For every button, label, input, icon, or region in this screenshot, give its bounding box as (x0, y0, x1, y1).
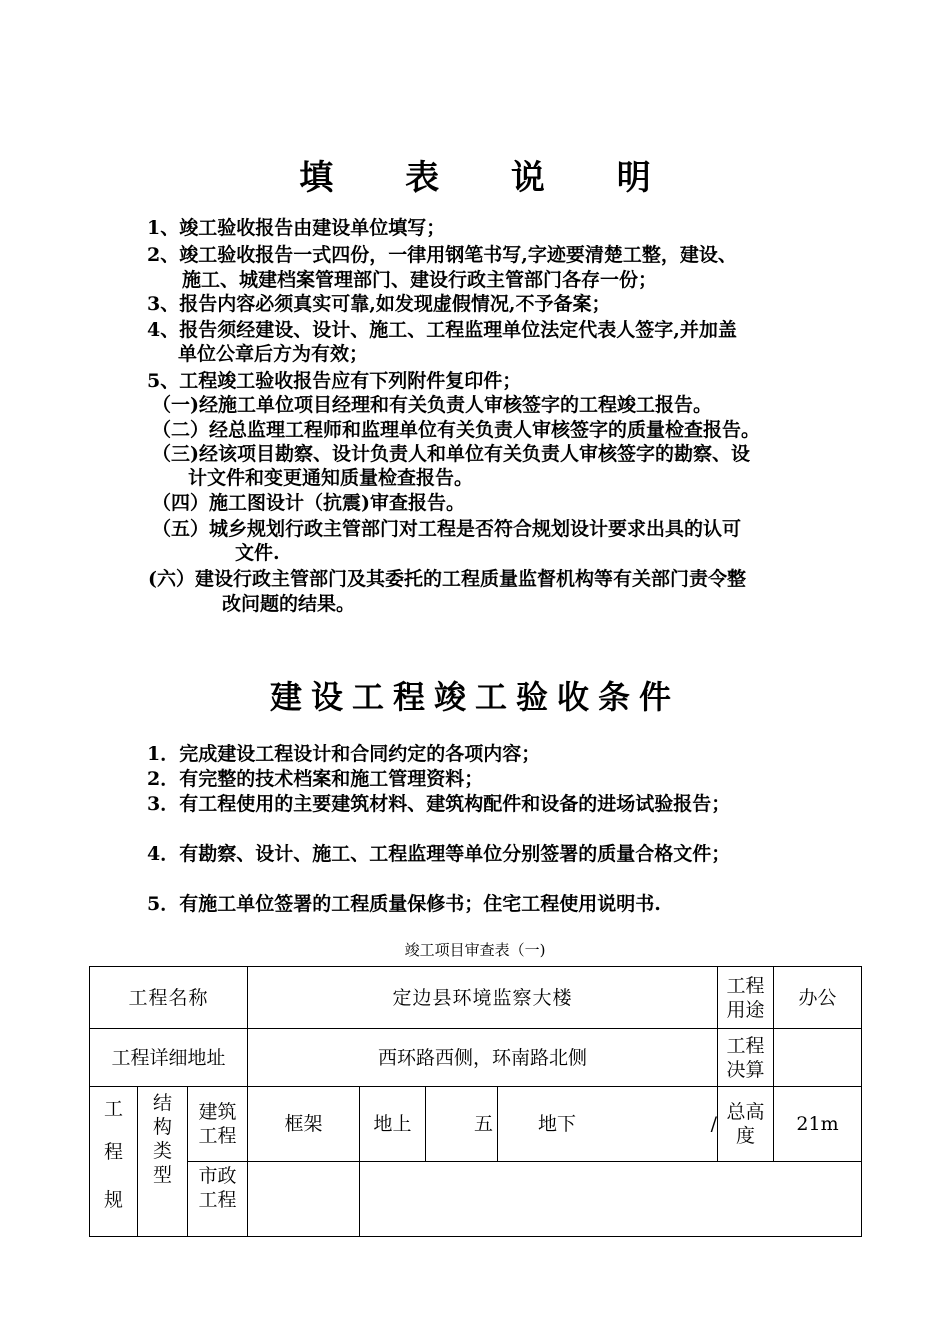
instruction-line: 2、竣工验收报告一式四份，一律用钢笔书写,字迹要清楚工整，建设、 (147, 244, 737, 266)
total-height-label: 总高 度 (718, 1087, 774, 1162)
conditions-title: 建设工程竣工验收条件 (269, 678, 680, 716)
instruction-line: (六）建设行政主管部门及其委托的工程质量监督机构等有关部门责令整 (148, 568, 746, 590)
instruction-line: （二）经总监理工程师和监理单位有关负责人审核签字的质量检查报告。 (152, 419, 761, 441)
instruction-line: （一)经施工单位项目经理和有关负责人审核签字的工程竣工报告。 (152, 394, 712, 416)
instruction-line: 改问题的结果。 (222, 593, 356, 615)
table-caption: 竣工项目审查表（一) (404, 941, 546, 959)
condition-line: 1．完成建设工程设计和合同约定的各项内容； (147, 743, 541, 765)
below-ground-label: 地下 (498, 1087, 646, 1162)
instruction-line: 4、报告须经建设、设计、施工、工程监理单位法定代表人签字,并加盖 (147, 319, 737, 341)
review-table (89, 966, 862, 1237)
budget-value (774, 1029, 862, 1087)
municipal-details-cell (360, 1162, 862, 1237)
instructions-title: 填 表 说 明 (299, 158, 681, 198)
instruction-line: 单位公章后方为有效； (178, 343, 369, 365)
project-name-label: 工程名称 (90, 967, 248, 1029)
condition-line: 2．有完整的技术档案和施工管理资料； (147, 768, 484, 790)
budget-label: 工程 决算 (718, 1029, 774, 1087)
above-ground-value: 五 (426, 1087, 498, 1162)
frame-value: 框架 (248, 1087, 360, 1162)
instruction-line: 文件. (235, 542, 280, 564)
above-ground-label: 地上 (360, 1087, 426, 1162)
instruction-line: 施工、城建档案管理部门、建设行政主管部门各存一份； (182, 269, 658, 291)
instruction-line: （三)经该项目勘察、设计负责人和单位有关负责人审核签字的勘察、设 (152, 443, 750, 465)
building-project-label: 建筑 工程 (188, 1087, 248, 1162)
usage-label: 工程 用途 (718, 967, 774, 1029)
scale-label: 工 程 规 (90, 1087, 138, 1237)
instruction-line: 5、工程竣工验收报告应有下列附件复印件； (147, 370, 522, 392)
municipal-project-label: 市政 工程 (188, 1162, 248, 1237)
project-name-value: 定边县环境监察大楼 (248, 967, 718, 1029)
instruction-line: （五）城乡规划行政主管部门对工程是否符合规划设计要求出具的认可 (152, 518, 742, 540)
instruction-line: 计文件和变更通知质量检查报告。 (188, 467, 474, 489)
total-height-value: 21m (774, 1087, 862, 1162)
instruction-line: 1、竣工验收报告由建设单位填写； (147, 217, 446, 239)
condition-line: 3．有工程使用的主要建筑材料、建筑构配件和设备的进场试验报告； (147, 793, 731, 815)
municipal-empty-cell (248, 1162, 360, 1237)
address-label: 工程详细地址 (90, 1029, 248, 1087)
instruction-line: （四）施工图设计（抗震)审查报告。 (152, 492, 465, 514)
condition-line: 4．有勘察、设计、施工、工程监理等单位分别签署的质量合格文件； (147, 843, 731, 865)
address-value: 西环路西侧，环南路北侧 (248, 1029, 718, 1087)
condition-line: 5．有施工单位签署的工程质量保修书；住宅工程使用说明书. (147, 893, 661, 915)
below-ground-value: / (646, 1087, 718, 1162)
usage-value: 办公 (774, 967, 862, 1029)
structure-type-label: 结 构 类 型 (138, 1087, 188, 1237)
instruction-line: 3、报告内容必须真实可靠,如发现虚假情况,不予备案； (147, 293, 611, 315)
